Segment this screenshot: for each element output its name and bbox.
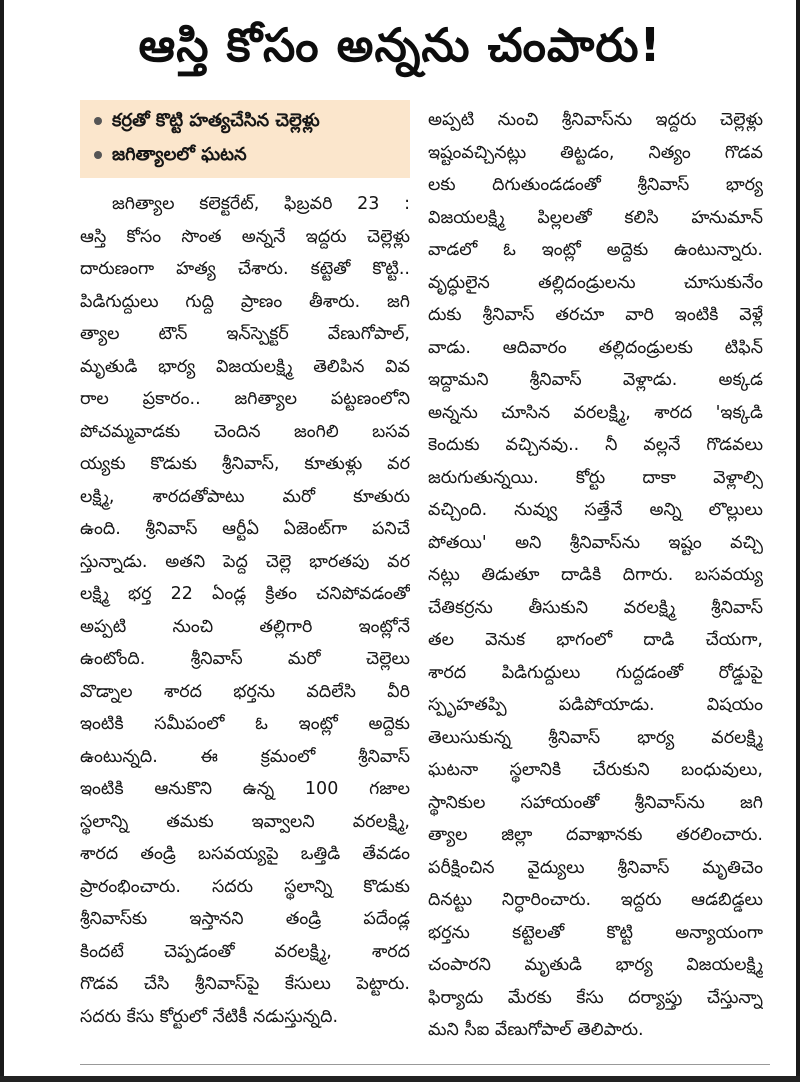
article-line: అప్పటి నుంచి శ్రీనివాస్‌ను ఇద్దరు చెల్లెళ్లు (428, 110, 763, 130)
highlight-text: కర్రతో కొట్టి హత్యచేసిన చెల్లెళ్లు (112, 110, 320, 131)
bottom-rule (80, 1064, 770, 1065)
article-line: స్థానికుల సహాయంతో శ్రీనివాస్‌ను జగి (428, 792, 763, 813)
article-line: వాడలో ఓ ఇంట్లో అద్దెకు ఉంటున్నారు. (428, 240, 763, 260)
article-line: ఇద్దామని శ్రీనివాస్ వెళ్లాడు. అక్కడ (428, 370, 763, 390)
article-line: రాల ప్రకారం.. జగిత్యాల పట్టణంలోని (80, 389, 410, 409)
scan-border-left (0, 0, 4, 1082)
article-line: తెలుసుకున్న శ్రీనివాస్ భార్య వరలక్ష్మి (428, 727, 763, 748)
article-line: ఇంటికి సమీపంలో ఓ ఇంట్లో అద్దెకు (80, 714, 410, 734)
highlight-text: జగిత్యాలలో ఘటన (112, 144, 247, 165)
bullet-icon (94, 117, 102, 125)
article-line: గొడవ చేసి శ్రీనివాస్‌పై కేసులు పెట్టారు. (80, 974, 410, 994)
article-line: కిందటే చెప్పడంతో వరలక్ష్మి, శారద (80, 941, 410, 962)
article-line: భర్తను కట్టెలతో కొట్టి అన్యాయంగా (428, 922, 763, 943)
article-column-right (428, 104, 763, 1047)
article-body-right (428, 104, 763, 1047)
article-line: త్యాల జిల్లా దవాఖానకు తరలించారు. (428, 825, 763, 845)
article-line: ఉంది. శ్రీనివాస్ ఆర్టీఏ ఏజెంట్‌గా పనిచే (80, 519, 410, 539)
article-line: వాడు. ఆదివారం తల్లిదండ్రులకు టిఫిన్ (428, 337, 763, 358)
article-line: మృతుడి భార్య విజయలక్ష్మి తెలిపిన వివ (80, 356, 410, 377)
article-line: ఇష్టంవచ్చినట్లు తిట్టడం, నిత్యం గొడవ (428, 142, 763, 163)
article-line: అన్నను చూసిన వరలక్ష్మి, శారద 'ఇక్కడి (428, 402, 763, 423)
article-line: ఇంటికి ఆనుకొని ఉన్న 100 గజాల (80, 779, 410, 799)
article-line: లక్ష్మి, శారదతోపాటు మరో కూతురు (80, 486, 410, 507)
article-line: పోతయి' అని శ్రీనివాస్‌ను ఇష్టం వచ్చి (428, 532, 763, 553)
article-line: మని సీఐ వేణుగోపాల్ తెలిపారు. (428, 1020, 644, 1040)
article-line: చేతికర్రను తీసుకుని వరలక్ష్మి శ్రీనివాస్ (428, 597, 763, 618)
article-line: అప్పటి నుంచి తల్లిగారి ఇంట్లోనే (80, 616, 410, 637)
scan-border-right (796, 0, 800, 1082)
article-line: ఉంటున్నది. ఈ క్రమంలో శ్రీనివాస్ (80, 746, 410, 767)
article-line: నట్లు తిడుతూ దాడికి దిగారు. బసవయ్య (428, 565, 763, 585)
highlight-box (80, 100, 410, 178)
article-line: ఫిర్యాదు మేరకు కేసు దర్యాప్తు చేస్తున్నా (428, 987, 763, 1008)
article-line: పోచమ్మవాడకు చెందిన జంగిలి బసవ (80, 421, 410, 442)
bullet-icon (94, 151, 102, 159)
article-line: కెందుకు వచ్చినవు.. నీ వల్లనే గొడవలు (428, 435, 763, 455)
article-line: చంపారని మృతుడి భార్య విజయలక్ష్మి (428, 955, 763, 975)
article-line: శారద పిడిగుద్దులు గుద్దడంతో రోడ్డుపై (428, 662, 763, 683)
article-line: స్థలాన్ని తమకు ఇవ్వాలని వరలక్ష్మి, (80, 811, 410, 832)
article-line: వచ్చింది. నువ్వు సత్తేనే అన్ని లొల్లులు (428, 500, 763, 520)
headline: ఆస్తి కోసం అన్నను చంపారు! (138, 18, 662, 72)
article-line: శారద తండ్రి బసవయ్యపై ఒత్తిడి తేవడం (80, 844, 410, 864)
article-line: య్యకు కొడుకు శ్రీనివాస్, కూతుళ్లు వర (80, 454, 410, 474)
article-line: ఆస్తి కోసం సొంత అన్ననే ఇద్దరు చెల్లెళ్లు (80, 226, 410, 247)
article-body-left (80, 188, 410, 1033)
article-line: ప్రారంభించారు. సదరు స్థలాన్ని కొడుకు (80, 876, 410, 897)
article-line: తల వెనుక భాగంలో దాడి చేయగా, (428, 630, 763, 650)
article-line: ఘటనా స్థలానికి చేరుకుని బంధువులు, (428, 760, 763, 780)
article-line: విజయలక్ష్మి పిల్లలతో కలిసి హనుమాన్ (428, 207, 763, 228)
scan-border-bottom (0, 1076, 800, 1082)
article-line: శ్రీనివాస్‌కు ఇస్తానని తండ్రి పదేండ్ల (80, 909, 410, 929)
article-line: దినట్టు నిర్ధారించారు. ఇద్దరు ఆడబిడ్డలు (428, 890, 763, 910)
article-line: ఉంటోంది. శ్రీనివాస్ మరో చెల్లెలు (80, 649, 410, 669)
article-line: స్పృహతప్పి పడిపోయాడు. విషయం (428, 695, 763, 715)
highlight-item (92, 138, 400, 172)
article-line: పరీక్షించిన వైద్యులు శ్రీనివాస్ మృతిచెం (428, 857, 763, 878)
article-line: త్యాల టౌన్ ఇన్‌స్పెక్టర్ వేణుగోపాల్, (80, 324, 410, 344)
article-line: వొడ్నాల శారద భర్తను వదిలేసి వీరి (80, 681, 410, 702)
article-line: జగిత్యాల కలెక్టరేట్, ఫిబ్రవరి 23 : (112, 194, 410, 214)
article-line: జరుగుతున్నయి. కోర్టు దాకా వెళ్లాల్సి (428, 467, 763, 488)
article-line: దారుణంగా హత్య చేశారు. కట్టెతో కొట్టి.. (80, 259, 410, 279)
article-line: లకు దిగుతుండడంతో శ్రీనివాస్ భార్య (428, 175, 763, 195)
article-line: స్తున్నాడు. అతని పెద్ద చెల్లె భారతపు వర (80, 551, 410, 572)
article-line: వృద్ధులైన తల్లిదండ్రులను చూసుకునేం (428, 272, 763, 293)
article-line: దుకు శ్రీనివాస్ తరచూ వారి ఇంటికి వెళ్లే (428, 305, 763, 325)
highlight-item (92, 104, 400, 138)
article-column-left (80, 100, 410, 1033)
article-line: లక్ష్మి భర్త 22 ఏండ్ల క్రితం చనిపోవడంతో (80, 584, 410, 604)
article-line: సదరు కేసు కోర్టులో నేటికీ నడుస్తున్నది. (80, 1006, 339, 1027)
article-line: పిడిగుద్దులు గుద్ది ప్రాణం తీశారు. జగి (80, 291, 410, 312)
